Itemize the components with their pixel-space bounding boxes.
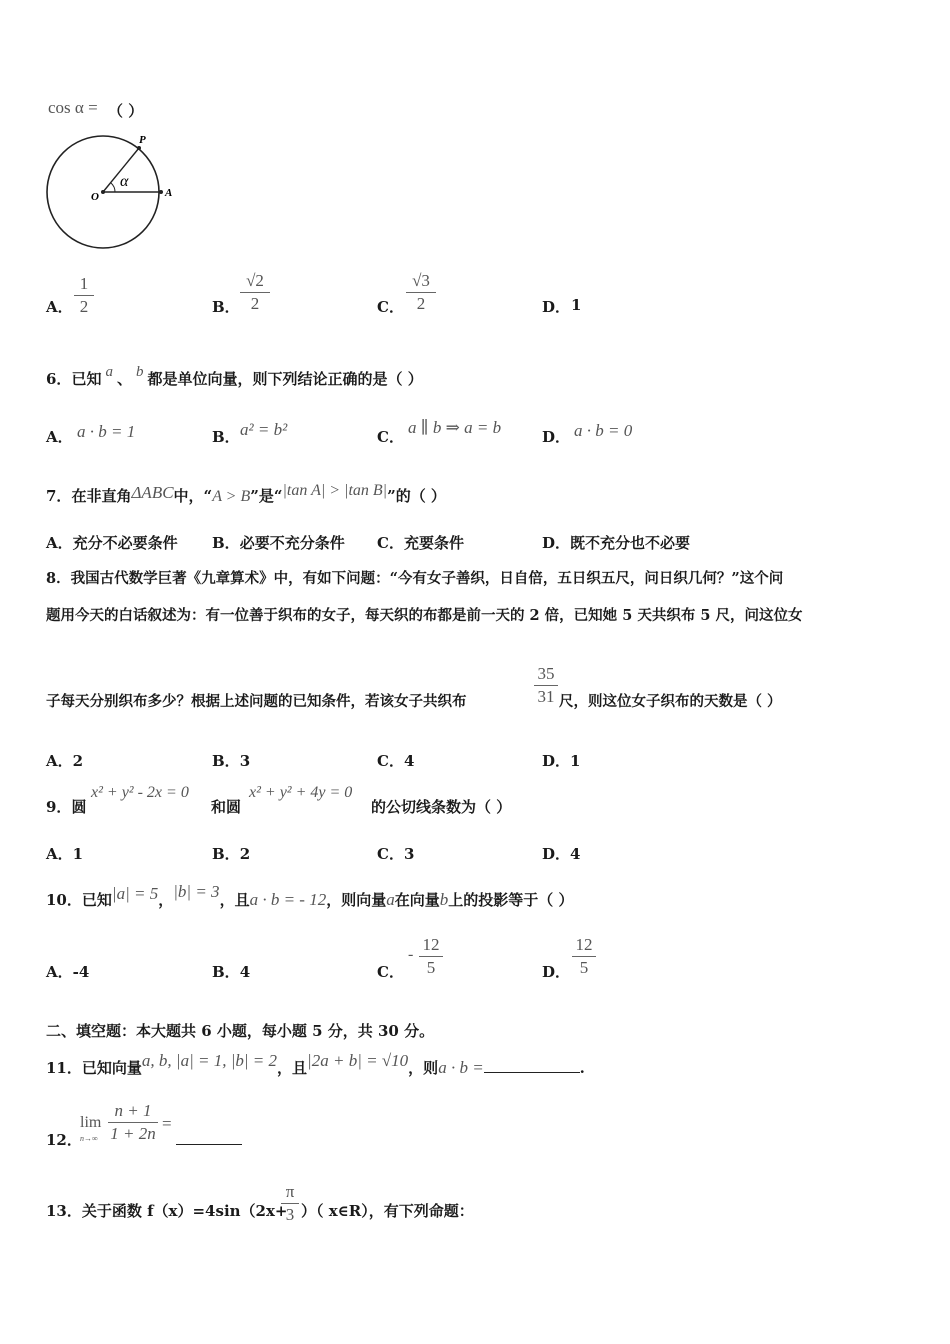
q5-option-d-value: 1 [571, 296, 582, 314]
numerator: √2 [246, 271, 264, 290]
q13-number: 13． [46, 1202, 82, 1220]
option-label: A． [46, 845, 73, 863]
q10-text-e: 上的投影等于（ ） [448, 891, 574, 909]
q7-option-a [46, 532, 178, 553]
q7-number: 7． [46, 487, 72, 505]
q10-option-b [212, 961, 250, 982]
denominator: 3 [285, 1205, 295, 1224]
q8-fraction [534, 664, 558, 707]
q7-condition: A > B [212, 488, 251, 505]
q8-line-3b: 尺，则这位女子织布的天数是（ ） [559, 693, 782, 710]
option-label: D． [542, 845, 571, 863]
q6-number: 6． [46, 370, 72, 388]
q9-text-a: 圆 [71, 798, 87, 816]
denominator: 5 [579, 958, 589, 977]
q9-equation-1: x² + y² - 2x = 0 [91, 784, 189, 801]
q10-text-c: ，则向量 [326, 891, 387, 909]
q8-option-a [46, 750, 83, 771]
q13-stem-b: ）（ x∈R），有下列命题： [301, 1202, 474, 1220]
q10-text-b: ，且 [219, 891, 250, 909]
q10-option-d-label: D． [542, 963, 571, 981]
option-label: C． [377, 752, 404, 770]
numerator: 1 [79, 274, 89, 293]
q10-number: 10． [46, 891, 82, 909]
q7-text-c: ”是“ [250, 487, 283, 505]
q11-dot-product: a · b = [438, 1058, 484, 1077]
q11-text-a: 已知向量 [81, 1059, 142, 1077]
option-text: 充分不必要条件 [72, 534, 178, 552]
q7-tan-condition: |tan A| > |tan B| [282, 482, 388, 499]
option-label: A． [46, 752, 73, 770]
denominator: 2 [250, 294, 260, 313]
q5-option-a-fraction [74, 274, 94, 317]
q10-sep: ， [158, 891, 174, 909]
q5-option-c-label: C． [377, 298, 404, 316]
option-label: B． [212, 963, 240, 981]
option-value: 1 [570, 752, 581, 770]
option-label: D． [542, 534, 571, 552]
option-label: A． [46, 963, 73, 981]
q10-norm-a: |a| = 5 [111, 884, 159, 903]
denominator: 31 [537, 687, 555, 706]
label-p: P [139, 134, 146, 146]
q11-given: a, b, |a| = 1, |b| = 2 [141, 1051, 278, 1070]
q5-paren: （ ） [108, 102, 144, 120]
q6-option-b-math: a² = b² [240, 420, 288, 439]
q9-option-d [542, 843, 580, 864]
q6-sep: 、 [116, 370, 132, 388]
q12-answer-blank[interactable] [176, 1131, 242, 1145]
numerator: π [285, 1182, 295, 1201]
option-label: B． [212, 845, 240, 863]
q10-text-d: 在向量 [394, 891, 440, 909]
q7-option-d [542, 532, 690, 553]
option-value: 4 [239, 963, 251, 981]
option-value: 4 [570, 845, 581, 863]
label-o: O [91, 191, 99, 203]
option-label: B． [212, 534, 240, 552]
q7-text-b: 中，“ [173, 487, 213, 505]
option-label: A． [46, 534, 73, 552]
q9-option-c [377, 843, 414, 864]
numerator: n + 1 [114, 1101, 152, 1120]
q11-answer-blank[interactable] [484, 1072, 580, 1073]
q6-text-a: 已知 [71, 370, 102, 388]
q8-line-1: 8．我国古代数学巨著《九章算术》中，有如下问题：“今有女子善织，日自倍，五日织五尺，问日织几何？”这个问 [46, 570, 784, 587]
q6-option-d-label: D． [542, 428, 571, 446]
option-text: 既不充分也不必要 [570, 534, 691, 552]
q11-stem [46, 1051, 585, 1078]
point-o [101, 190, 105, 194]
q12-fraction [108, 1101, 158, 1144]
q10-option-c-label: C． [377, 963, 404, 981]
q11-number: 11． [46, 1059, 82, 1077]
q11-condition: |2a + b| = √10 [307, 1051, 409, 1070]
q8-line-3a: 子每天分别织布多少？根据上述问题的已知条件，若该女子共织布 [46, 693, 467, 710]
label-alpha: α [120, 173, 129, 190]
numerator: 12 [575, 935, 593, 954]
q10-var-b: b [439, 890, 449, 909]
q13-text-a: 关于函数 f（x）=4sin（2x+ [81, 1202, 288, 1220]
q9-equation-2: x² + y² + 4y = 0 [249, 784, 353, 801]
q6-var-b: b [135, 364, 144, 380]
q8-option-d [542, 750, 580, 771]
q8-line-2: 题用今天的白话叙述为：有一位善于织布的女子，每天织的布都是前一天的 2 倍，已知她 5 天共织布 5 尺，问这位女 [46, 607, 803, 624]
q10-dot-product: a · b = - 12 [249, 890, 327, 909]
q10-option-c-fraction [419, 935, 443, 978]
q13-stem-a [46, 1200, 288, 1221]
q9-text-b: 和圆 [211, 798, 242, 816]
q6-option-c-math: a ∥ b ⇒ a = b [408, 418, 502, 437]
numerator: √3 [412, 271, 430, 290]
q6-option-a-math: a · b = 1 [77, 422, 136, 441]
q6-option-a-label: A． [46, 428, 73, 446]
option-label: D． [542, 752, 571, 770]
numerator: 12 [422, 935, 440, 954]
q7-text-d: ”的（ ） [387, 487, 446, 505]
q11-end: . [579, 1059, 585, 1077]
point-a [159, 190, 163, 194]
q10-option-a [46, 961, 89, 982]
q13-fraction [281, 1182, 299, 1225]
option-value: 3 [239, 752, 251, 770]
q10-option-d-fraction [572, 935, 596, 978]
option-label: B． [212, 752, 240, 770]
q5-option-b-label: B． [212, 298, 240, 316]
unit-circle-figure [44, 128, 184, 254]
numerator: 35 [537, 664, 555, 683]
option-value: -4 [72, 963, 90, 981]
denominator: 1 + 2n [110, 1124, 156, 1143]
q6-option-c-label: C． [377, 428, 404, 446]
option-value: 2 [239, 845, 251, 863]
q12-equals: = [162, 1114, 172, 1133]
q7-triangle: ΔABC [131, 483, 174, 502]
q10-var-a: a [386, 890, 395, 909]
q11-text-b: ，且 [277, 1059, 308, 1077]
q9-option-a [46, 843, 83, 864]
q12-number: 12． [46, 1131, 82, 1149]
q12-lim-sub: n→∞ [80, 1134, 98, 1143]
option-label: C． [377, 534, 404, 552]
q9-number: 9． [46, 798, 72, 816]
option-text: 必要不充分条件 [239, 534, 345, 552]
q11-text-c: ，则 [408, 1059, 439, 1077]
q10-option-c-sign: - [408, 946, 414, 963]
denominator: 2 [416, 294, 426, 313]
q7-text-a: 在非直角 [71, 487, 132, 505]
q6-option-b-label: B． [212, 428, 240, 446]
q10-stem [46, 882, 574, 910]
q5-option-b-fraction [240, 271, 270, 314]
q8-option-b [212, 750, 250, 771]
q9-number-text [46, 796, 86, 817]
q10-norm-b: |b| = 3 [173, 882, 220, 901]
option-value: 4 [403, 752, 415, 770]
angle-arc [111, 183, 115, 192]
option-value: 2 [72, 752, 84, 770]
q5-stem-math: cos α = [48, 98, 98, 117]
q6-var-a: a [105, 364, 113, 380]
q12-lim: lim [80, 1114, 102, 1131]
option-value: 1 [72, 845, 84, 863]
q6-text-b: 都是单位向量，则下列结论正确的是（ ） [147, 370, 423, 388]
q9-option-b [212, 843, 250, 864]
q5-option-c-fraction [406, 271, 436, 314]
q6-option-d-math: a · b = 0 [574, 421, 633, 440]
denominator: 5 [426, 958, 436, 977]
label-a: A [165, 187, 173, 199]
q7-stem [46, 482, 446, 506]
denominator: 2 [79, 297, 89, 316]
q7-option-c [377, 532, 464, 553]
q6-stem [46, 364, 423, 389]
option-label: C． [377, 845, 404, 863]
q9-text-c: 的公切线条数为（ ） [371, 798, 512, 816]
q10-text-a: 已知 [81, 891, 112, 909]
point-p [137, 146, 141, 150]
q7-option-b [212, 532, 345, 553]
option-text: 充要条件 [403, 534, 464, 552]
option-value: 3 [403, 845, 415, 863]
q8-option-c [377, 750, 414, 771]
q5-option-a-label: A． [46, 298, 73, 316]
q5-option-d-label: D． [542, 298, 571, 316]
section-2-title: 二、填空题：本大题共 6 小题，每小题 5 分，共 30 分。 [46, 1022, 435, 1040]
